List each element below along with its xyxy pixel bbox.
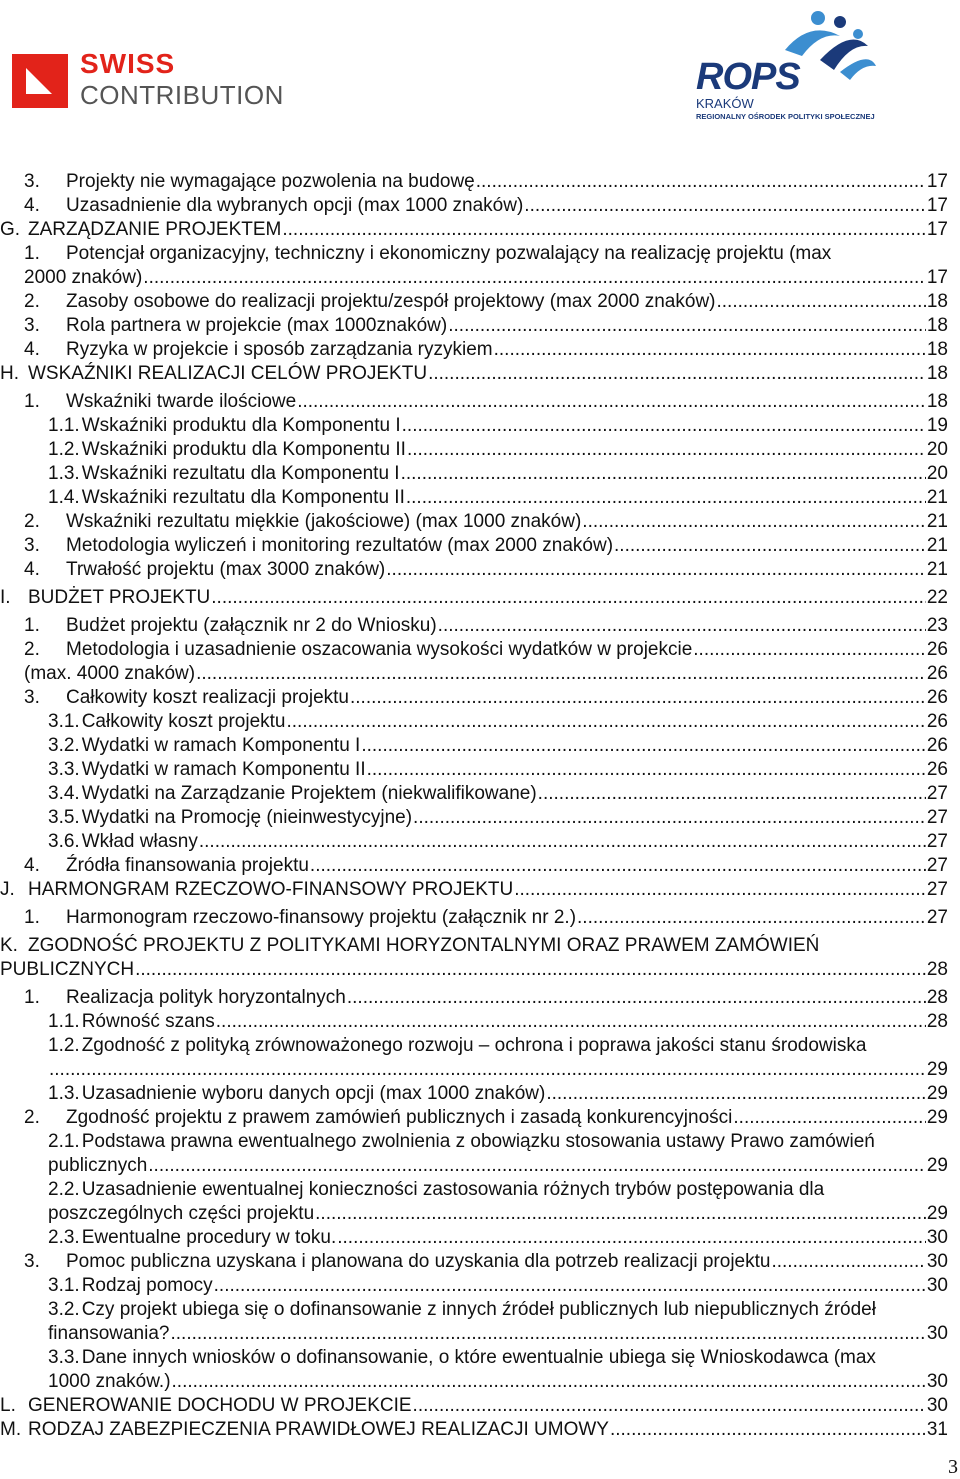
toc-entry-page: 21 — [926, 535, 948, 556]
toc-entry[interactable] — [0, 686, 948, 710]
toc-entry-title: Źródła finansowania projektu — [66, 855, 309, 876]
toc-entry-number: 1.2. — [48, 1035, 80, 1056]
toc-entry-title: Całkowity koszt projektu — [81, 711, 286, 732]
toc-entry-title: Metodologia wyliczeń i monitoring rezultatów (max 2000 znaków) — [66, 535, 614, 556]
toc-entry[interactable] — [0, 362, 948, 386]
swiss-logo-line1: SWISS — [80, 48, 176, 79]
toc-entry[interactable] — [0, 290, 948, 314]
toc-entry-title: Całkowity koszt realizacji projektu — [66, 687, 349, 708]
toc-entry-number: 1.1. — [48, 415, 80, 436]
toc-entry-page: 30 — [926, 1251, 948, 1272]
toc-entry-page: 18 — [926, 391, 948, 412]
toc-entry-number: 1.1. — [48, 1011, 80, 1032]
toc-entry-title: Równość szans — [81, 1011, 215, 1032]
swiss-logo-line2: CONTRIBUTION — [80, 80, 284, 110]
toc-entry-number: 3.2. — [48, 735, 80, 756]
toc-entry-title: Wydatki na Promocję (nieinwestycyjne) — [81, 807, 413, 828]
toc-entry-number: H. — [0, 363, 19, 384]
toc-dot-leader — [401, 462, 926, 486]
toc-dot-leader — [546, 1082, 926, 1106]
toc-entry-number: 1. — [24, 391, 40, 412]
toc-entry-title: Budżet projektu (załącznik nr 2 do Wniosku) — [66, 615, 437, 636]
toc-entry-number: 2.2. — [48, 1179, 80, 1200]
toc-dot-leader — [524, 194, 926, 218]
toc-dot-leader — [494, 338, 926, 362]
toc-entry[interactable] — [0, 1346, 948, 1394]
toc-entry-page: 28 — [926, 1011, 948, 1032]
toc-entry-title-continued: 1000 znaków.) — [48, 1371, 171, 1392]
toc-dot-leader — [347, 986, 926, 1010]
toc-entry-number: 4. — [24, 339, 40, 360]
toc-entry[interactable] — [0, 934, 948, 982]
toc-entry-number: 1.2. — [48, 439, 80, 460]
toc-entry-page: 29 — [926, 1155, 948, 1176]
toc-dot-leader — [196, 662, 926, 686]
toc-dot-leader — [211, 586, 926, 610]
toc-entry[interactable] — [0, 1418, 948, 1442]
toc-entry[interactable] — [0, 638, 948, 662]
toc-dot-leader — [610, 1418, 926, 1442]
toc-dot-leader — [287, 710, 926, 734]
toc-dot-leader — [386, 558, 926, 582]
toc-entry[interactable] — [0, 614, 948, 638]
toc-entry-number: 3. — [24, 687, 40, 708]
toc-entry-title: ZARZĄDZANIE PROJEKTEM — [28, 219, 282, 240]
toc-entry[interactable] — [0, 1034, 948, 1082]
toc-entry[interactable] — [0, 662, 948, 686]
toc-entry-page: 17 — [926, 219, 948, 240]
toc-entry-page: 18 — [926, 291, 948, 312]
toc-entry-page: 30 — [926, 1395, 948, 1416]
toc-entry-title: Rola partnera w projekcie (max 1000znaków) — [66, 315, 448, 336]
toc-entry[interactable] — [0, 854, 948, 878]
toc-entry-title: Ewentualne procedury w toku. — [81, 1227, 337, 1248]
toc-entry[interactable] — [0, 534, 948, 558]
toc-entry-number: 1.3. — [48, 1083, 80, 1104]
toc-entry-number: 2. — [24, 511, 40, 532]
toc-entry-page: 28 — [926, 987, 948, 1008]
toc-entry-number: 3. — [24, 535, 40, 556]
toc-entry-page: 17 — [926, 267, 948, 288]
toc-dot-leader — [771, 1250, 925, 1274]
toc-entry[interactable] — [0, 1274, 948, 1298]
toc-entry[interactable] — [0, 734, 948, 758]
toc-dot-leader — [717, 290, 926, 314]
toc-entry[interactable] — [0, 218, 948, 242]
toc-entry-number: 3.1. — [48, 711, 80, 732]
toc-dot-leader — [614, 534, 926, 558]
toc-entry-page: 27 — [926, 831, 948, 852]
toc-entry-page: 18 — [926, 363, 948, 384]
toc-entry[interactable] — [0, 830, 948, 854]
toc-entry-number: J. — [0, 879, 15, 900]
page-number: 3 — [948, 1456, 958, 1478]
toc-entry-title: Realizacja polityk horyzontalnych — [66, 987, 346, 1008]
toc-entry-number: L. — [0, 1395, 16, 1416]
toc-entry-page: 17 — [926, 171, 948, 192]
toc-dot-leader — [216, 1010, 926, 1034]
toc-entry-number: 2. — [24, 639, 40, 660]
toc-dot-leader — [402, 414, 926, 438]
toc-entry-number: 3.5. — [48, 807, 80, 828]
toc-entry-number: 1. — [24, 615, 40, 636]
toc-entry[interactable] — [0, 1298, 948, 1346]
toc-entry-number: 2.1. — [48, 1131, 80, 1152]
toc-dot-leader — [538, 782, 926, 806]
toc-entry-number: 3. — [24, 315, 40, 336]
toc-dot-leader — [438, 614, 926, 638]
toc-dot-leader — [172, 1370, 926, 1394]
toc-dot-leader — [170, 1322, 925, 1346]
toc-entry[interactable] — [0, 1130, 948, 1178]
toc-entry[interactable] — [0, 878, 948, 902]
toc-entry-number: 3.1. — [48, 1275, 80, 1296]
toc-entry-page: 26 — [926, 687, 948, 708]
toc-entry-number: 3.6. — [48, 831, 80, 852]
toc-entry[interactable] — [0, 1250, 948, 1274]
toc-entry-page: 21 — [926, 487, 948, 508]
toc-dot-leader — [406, 486, 926, 510]
toc-entry-page: 26 — [926, 711, 948, 732]
toc-entry[interactable] — [0, 1082, 948, 1106]
toc-entry-page: 20 — [926, 463, 948, 484]
toc-entry-number: 3.2. — [48, 1299, 80, 1320]
toc-entry[interactable] — [0, 806, 948, 830]
toc-dot-leader — [448, 314, 926, 338]
toc-entry-page: 26 — [926, 735, 948, 756]
toc-entry-page: 28 — [926, 959, 948, 980]
toc-dot-leader — [135, 958, 926, 982]
toc-entry-title: Wskaźniki rezultatu miękkie (jakościowe) (max 1000 znaków) — [66, 511, 582, 532]
toc-entry-page: 27 — [926, 807, 948, 828]
toc-entry-title-continued: 2000 znaków) — [24, 267, 143, 288]
toc-entry-title: Zgodność z polityką zrównoważonego rozwoju – ochrona i poprawa jakości stanu środowiska — [81, 1035, 867, 1056]
toc-entry[interactable] — [0, 710, 948, 734]
toc-dot-leader — [148, 1154, 926, 1178]
toc-entry-title: Podstawa prawna ewentualnego zwolnienia z obowiązku stosowania ustawy Prawo zamówień — [81, 1131, 875, 1152]
toc-entry-title: GENEROWANIE DOCHODU W PROJEKCIE — [28, 1395, 412, 1416]
toc-dot-leader — [49, 1058, 926, 1082]
toc-entry-page: 21 — [926, 511, 948, 532]
toc-entry[interactable] — [0, 194, 948, 218]
toc-entry-page: 26 — [926, 759, 948, 780]
toc-entry-title: Uzasadnienie wyboru danych opcji (max 1000 znaków) — [81, 1083, 546, 1104]
toc-entry-title-continued: finansowania? — [48, 1323, 170, 1344]
toc-entry-title: Wydatki w ramach Komponentu II — [81, 759, 366, 780]
toc-entry-number: 2. — [24, 1107, 40, 1128]
toc-entry-title: Pomoc publiczna uzyskana i planowana do uzyskania dla potrzeb realizacji projektu — [66, 1251, 771, 1272]
toc-entry-title: Wskaźniki produktu dla Komponentu II — [81, 439, 406, 460]
toc-dot-leader — [350, 686, 926, 710]
toc-entry-page: 26 — [926, 639, 948, 660]
toc-entry-number: 2.3. — [48, 1227, 80, 1248]
toc-dot-leader — [577, 906, 926, 930]
toc-entry-page: 18 — [926, 315, 948, 336]
toc-entry-title: Projekty nie wymagające pozwolenia na budowę — [66, 171, 475, 192]
toc-entry-title: Uzasadnienie ewentualnej konieczności zastosowania różnych trybów postępowania dla — [81, 1179, 825, 1200]
toc-entry[interactable] — [0, 1226, 948, 1250]
toc-entry-title: Wydatki w ramach Komponentu I — [81, 735, 361, 756]
toc-entry[interactable] — [0, 1394, 948, 1418]
toc-entry[interactable] — [0, 242, 948, 290]
toc-entry-title: RODZAJ ZABEZPIECZENIA PRAWIDŁOWEJ REALIZACJI UMOWY — [28, 1419, 609, 1440]
rops-logo-city: KRAKÓW — [696, 96, 754, 111]
toc-entry-page: 30 — [926, 1227, 948, 1248]
toc-entry[interactable] — [0, 1106, 948, 1130]
toc-entry-number: 4. — [24, 559, 40, 580]
toc-entry-number: M. — [0, 1419, 22, 1440]
toc-entry-title: Ryzyka w projekcie i sposób zarządzania ryzykiem — [66, 339, 493, 360]
toc-entry-title: Trwałość projektu (max 3000 znaków) — [66, 559, 386, 580]
toc-entry-number: 1. — [24, 907, 40, 928]
rops-logo-fullname: REGIONALNY OŚRODEK POLITYKI SPOŁECZNEJ — [696, 112, 875, 121]
toc-entry-page: 31 — [926, 1419, 948, 1440]
toc-dot-leader — [199, 830, 926, 854]
toc-entry-page: 29 — [926, 1203, 948, 1224]
toc-entry-title: WSKAŹNIKI REALIZACJI CELÓW PROJEKTU — [28, 363, 428, 384]
toc-entry-number: 1.3. — [48, 463, 80, 484]
toc-entry-title: Wskaźniki twarde ilościowe — [66, 391, 297, 412]
toc-entry-page: 21 — [926, 559, 948, 580]
toc-dot-leader — [413, 806, 926, 830]
toc-entry-title: Harmonogram rzeczowo-finansowy projektu (załącznik nr 2.) — [66, 907, 577, 928]
toc-entry-page: 30 — [926, 1371, 948, 1392]
swiss-flag-icon — [12, 54, 68, 108]
toc-entry-page: 27 — [926, 907, 948, 928]
toc-dot-leader — [367, 758, 926, 782]
toc-dot-leader — [428, 362, 926, 386]
toc-entry-number: 4. — [24, 855, 40, 876]
toc-dot-leader — [407, 438, 926, 462]
toc-dot-leader — [315, 1202, 926, 1226]
toc-dot-leader — [214, 1274, 926, 1298]
toc-entry-number: 3. — [24, 171, 40, 192]
toc-entry-title: HARMONGRAM RZECZOWO-FINANSOWY PROJEKTU — [28, 879, 514, 900]
toc-entry-title: (max. 4000 znaków) — [24, 663, 196, 684]
toc-entry[interactable] — [0, 558, 948, 582]
toc-dot-leader — [693, 638, 926, 662]
toc-dot-leader — [310, 854, 926, 878]
toc-entry-title: Potencjał organizacyjny, techniczny i ekonomiczny pozwalający na realizację projektu (max — [66, 243, 832, 264]
toc-entry[interactable] — [0, 986, 948, 1010]
toc-entry-number: 2. — [24, 291, 40, 312]
toc-entry-page: 30 — [926, 1275, 948, 1296]
table-of-contents — [0, 170, 960, 1442]
toc-entry-page: 27 — [926, 855, 948, 876]
toc-dot-leader — [143, 266, 926, 290]
toc-entry-title-continued: poszczególnych części projektu — [48, 1203, 315, 1224]
rops-krakow-logo — [690, 10, 890, 125]
toc-entry-page: 29 — [926, 1059, 948, 1080]
toc-dot-leader — [282, 218, 926, 242]
toc-entry-title-continued: publicznych — [48, 1155, 148, 1176]
toc-entry-title: Wskaźniki produktu dla Komponentu I — [81, 415, 401, 436]
toc-entry[interactable] — [0, 758, 948, 782]
toc-dot-leader — [733, 1106, 925, 1130]
toc-entry-title: Dane innych wniosków o dofinansowanie, o które ewentualnie ubiega się Wnioskodawca (max — [81, 1347, 876, 1368]
toc-entry-page: 18 — [926, 339, 948, 360]
toc-entry-page: 20 — [926, 439, 948, 460]
toc-entry-page: 26 — [926, 663, 948, 684]
toc-entry-page: 17 — [926, 195, 948, 216]
toc-entry-page: 22 — [926, 587, 948, 608]
toc-entry[interactable] — [0, 390, 948, 414]
toc-entry-title: Metodologia i uzasadnienie oszacowania wysokości wydatków w projekcie — [66, 639, 693, 660]
toc-entry-number: 3.3. — [48, 1347, 80, 1368]
toc-entry[interactable] — [0, 438, 948, 462]
toc-entry-title: BUDŻET PROJEKTU — [28, 587, 211, 608]
toc-entry-title: Wskaźniki rezultatu dla Komponentu I — [81, 463, 400, 484]
toc-entry-title: Czy projekt ubiega się o dofinansowanie z innych źródeł publicznych lub niepublicznych źródeł — [81, 1299, 876, 1320]
toc-entry[interactable] — [0, 1178, 948, 1226]
toc-entry-number: I. — [0, 587, 11, 608]
toc-entry-page: 27 — [926, 879, 948, 900]
toc-entry[interactable] — [0, 510, 948, 534]
toc-entry[interactable] — [0, 462, 948, 486]
toc-entry-page: 29 — [926, 1107, 948, 1128]
toc-dot-leader — [476, 170, 926, 194]
toc-dot-leader — [297, 390, 926, 414]
toc-entry-title: Rodzaj pomocy — [81, 1275, 213, 1296]
toc-entry-page: 29 — [926, 1083, 948, 1104]
toc-entry-number: 3.4. — [48, 783, 80, 804]
swiss-contribution-logo — [12, 50, 282, 120]
toc-entry-page: 19 — [926, 415, 948, 436]
toc-entry-title: Wkład własny — [81, 831, 198, 852]
toc-entry-number: 3. — [24, 1251, 40, 1272]
toc-entry-page: 27 — [926, 783, 948, 804]
toc-entry-number: 3.3. — [48, 759, 80, 780]
toc-entry[interactable] — [0, 906, 948, 930]
toc-entry[interactable] — [0, 1010, 948, 1034]
toc-entry[interactable] — [0, 170, 948, 194]
toc-entry-page: 23 — [926, 615, 948, 636]
toc-dot-leader — [337, 1226, 926, 1250]
rops-logo-name: ROPS — [696, 56, 800, 98]
toc-dot-leader — [413, 1394, 926, 1418]
page-header — [0, 0, 960, 150]
toc-entry-title: ZGODNOŚĆ PROJEKTU Z POLITYKAMI HORYZONTALNYMI ORAZ PRAWEM ZAMÓWIEŃ — [28, 935, 820, 956]
toc-entry[interactable] — [0, 586, 948, 610]
toc-entry[interactable] — [0, 414, 948, 438]
toc-entry-number: 1. — [24, 987, 40, 1008]
toc-entry[interactable] — [0, 338, 948, 362]
toc-entry-title: Zasoby osobowe do realizacji projektu/zespół projektowy (max 2000 znaków) — [66, 291, 716, 312]
toc-entry-title-continued: PUBLICZNYCH — [0, 959, 135, 980]
toc-entry[interactable] — [0, 782, 948, 806]
toc-entry-number: 1.4. — [48, 487, 80, 508]
toc-dot-leader — [582, 510, 926, 534]
toc-entry-title: Zgodność projektu z prawem zamówień publicznych i zasadą konkurencyjności — [66, 1107, 733, 1128]
toc-entry-number: K. — [0, 935, 18, 956]
toc-entry-number: G. — [0, 219, 21, 240]
toc-entry-number: 4. — [24, 195, 40, 216]
toc-entry-page: 30 — [926, 1323, 948, 1344]
toc-dot-leader — [514, 878, 926, 902]
toc-entry[interactable] — [0, 314, 948, 338]
toc-entry-title: Wydatki na Zarządzanie Projektem (niekwalifikowane) — [81, 783, 537, 804]
toc-entry[interactable] — [0, 486, 948, 510]
toc-entry-title: Uzasadnienie dla wybranych opcji (max 1000 znaków) — [66, 195, 524, 216]
toc-entry-number: 1. — [24, 243, 40, 264]
toc-dot-leader — [361, 734, 926, 758]
toc-entry-title: Wskaźniki rezultatu dla Komponentu II — [81, 487, 405, 508]
